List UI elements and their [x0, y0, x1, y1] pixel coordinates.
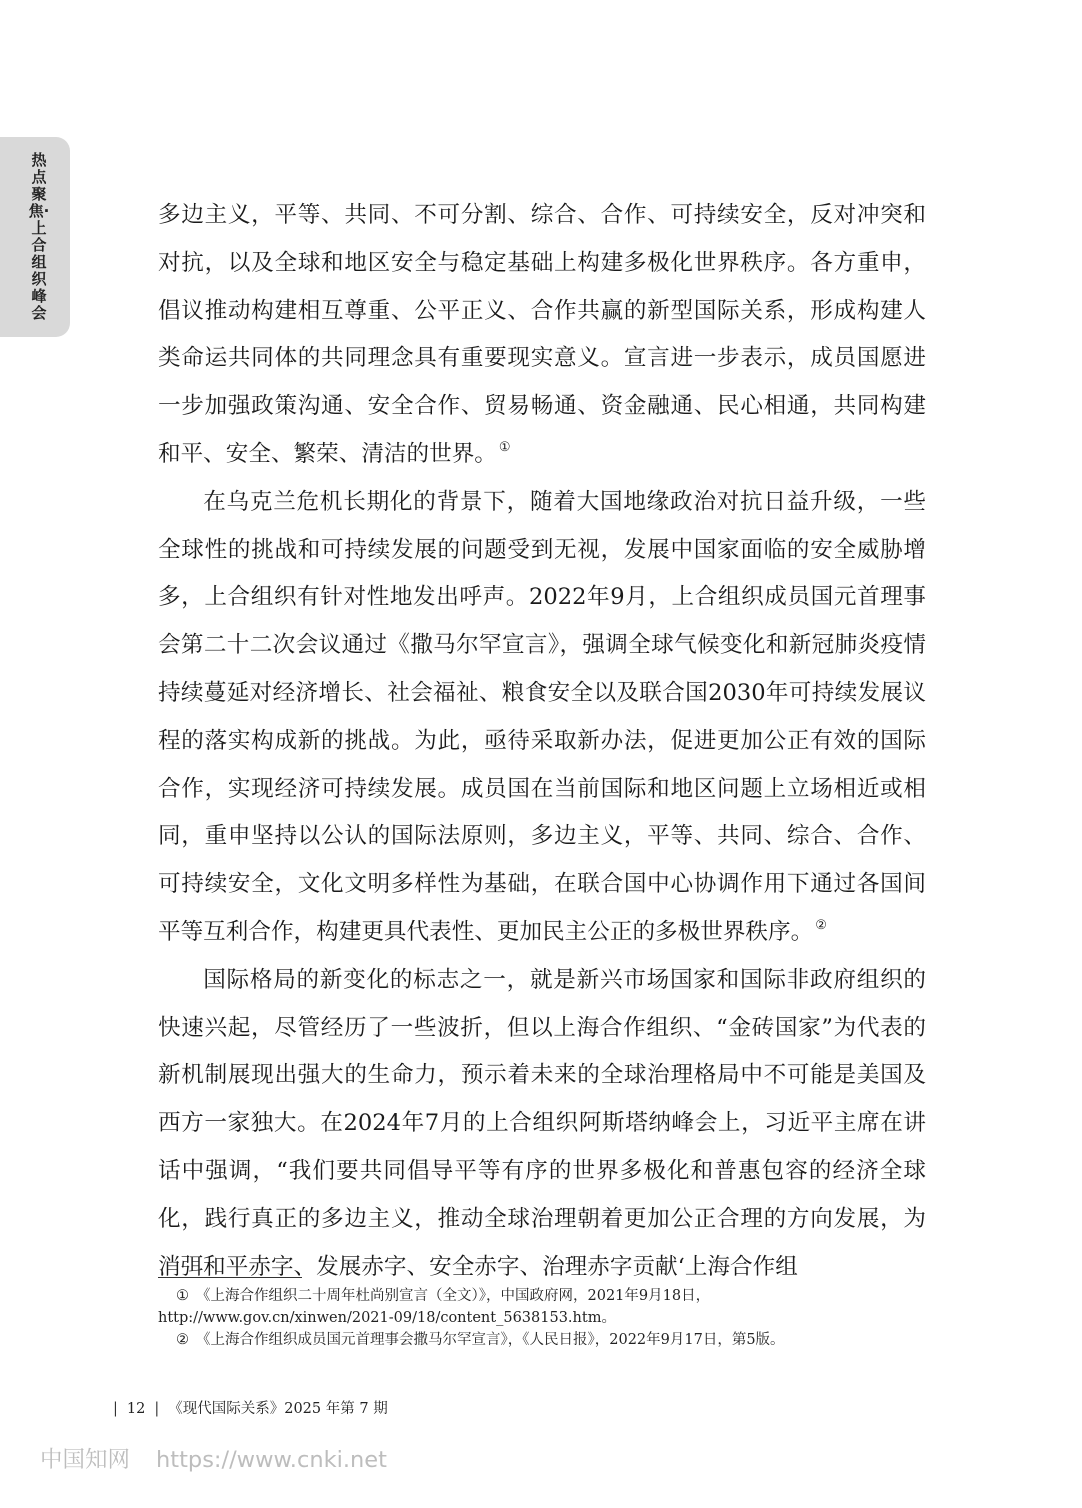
footer-divider: |: [113, 1401, 118, 1417]
footnote-1: [158, 1285, 926, 1329]
footnote-text: 《上海合作组织二十周年杜尚别宣言（全文）》，中国政府网，2021年9月18日，http://www.gov.cn/xinwen/2021-09/18/content_5638153.htm。: [158, 1288, 711, 1326]
paragraph-text: 国际格局的新变化的标志之一，就是新兴市场国家和国际非政府组织的快速兴起，尽管经历了一些波折，但以上海合作组织、“金砖国家”为代表的新机制展现出强大的生命力，预示着未来的全球治理格局中不可能是美国及西方一家独大。在2024年7月的上合组织阿斯塔纳峰会上，习近平主席在讲话中强调，“我们要共同倡导平等有序的世界多极化和普惠包容的经济全球化，践行真正的多边主义，推动全球治理朝着更加公正合理的方向发展，为消弭和平赤字、发展赤字、安全赤字、治理赤字贡献‘上海合作组: [158, 966, 926, 1280]
watermark-brand: 中国知网: [40, 1447, 131, 1473]
footnote-mark: ②: [176, 1332, 189, 1348]
paragraph-2: [158, 479, 926, 957]
footnotes: [158, 1285, 926, 1351]
footnote-mark: ①: [176, 1288, 189, 1304]
footnote-text: 《上海合作组织成员国元首理事会撒马尔罕宣言》，《人民日报》，2022年9月17日，第5版。: [196, 1332, 785, 1348]
footnote-divider: [158, 1277, 302, 1278]
footnote-ref-1[interactable]: ①: [498, 439, 511, 455]
paragraph-3: [158, 957, 926, 1292]
page-footer: [104, 1397, 388, 1418]
footnote-ref-2[interactable]: ②: [815, 917, 827, 933]
watermark-url: https://www.cnki.net: [156, 1447, 387, 1473]
section-side-tab-label: 热点聚焦·上合组织峰会: [28, 151, 50, 322]
journal-issue: 《现代国际关系》2025 年第 7 期: [168, 1401, 388, 1417]
paragraph-text: 在乌克兰危机长期化的背景下，随着大国地缘政治对抗日益升级，一些全球性的挑战和可持续发展的问题受到无视，发展中国家面临的安全威胁增多，上合组织有针对性地发出呼声。2022年9月，上合组织成员国元首理事会第二十二次会议通过《撒马尔罕宣言》，强调全球气候变化和新冠肺炎疫情持续蔓延对经济增长、社会福祉、粮食安全以及联合国2030年可持续发展议程的落实构成新的挑战。为此，亟待采取新办法，促进更加公正有效的国际合作，实现经济可持续发展。成员国在当前国际和地区问题上立场相近或相同，重申坚持以公认的国际法原则，多边主义，平等、共同、综合、合作、可持续安全，文化文明多样性为基础，在联合国中心协调作用下通过各国间平等互利合作，构建更具代表性、更加民主公正的多极世界秩序。: [158, 488, 926, 945]
footnote-2: [158, 1329, 926, 1351]
page-number: 12: [126, 1401, 146, 1417]
paragraph-1: [158, 192, 926, 479]
footer-divider: |: [154, 1401, 160, 1417]
paragraph-text: 多边主义，平等、共同、不可分割、综合、合作、可持续安全，反对冲突和对抗，以及全球和地区安全与稳定基础上构建多极化世界秩序。各方重申，倡议推动构建相互尊重、公平正义、合作共赢的新型国际关系，形成构建人类命运共同体的共同理念具有重要现实意义。宣言进一步表示，成员国愿进一步加强政策沟通、安全合作、贸易畅通、资金融通、民心相通，共同构建和平、安全、繁荣、清洁的世界。: [158, 202, 926, 467]
cnki-watermark: [40, 1442, 387, 1474]
article-body: [158, 192, 926, 1291]
